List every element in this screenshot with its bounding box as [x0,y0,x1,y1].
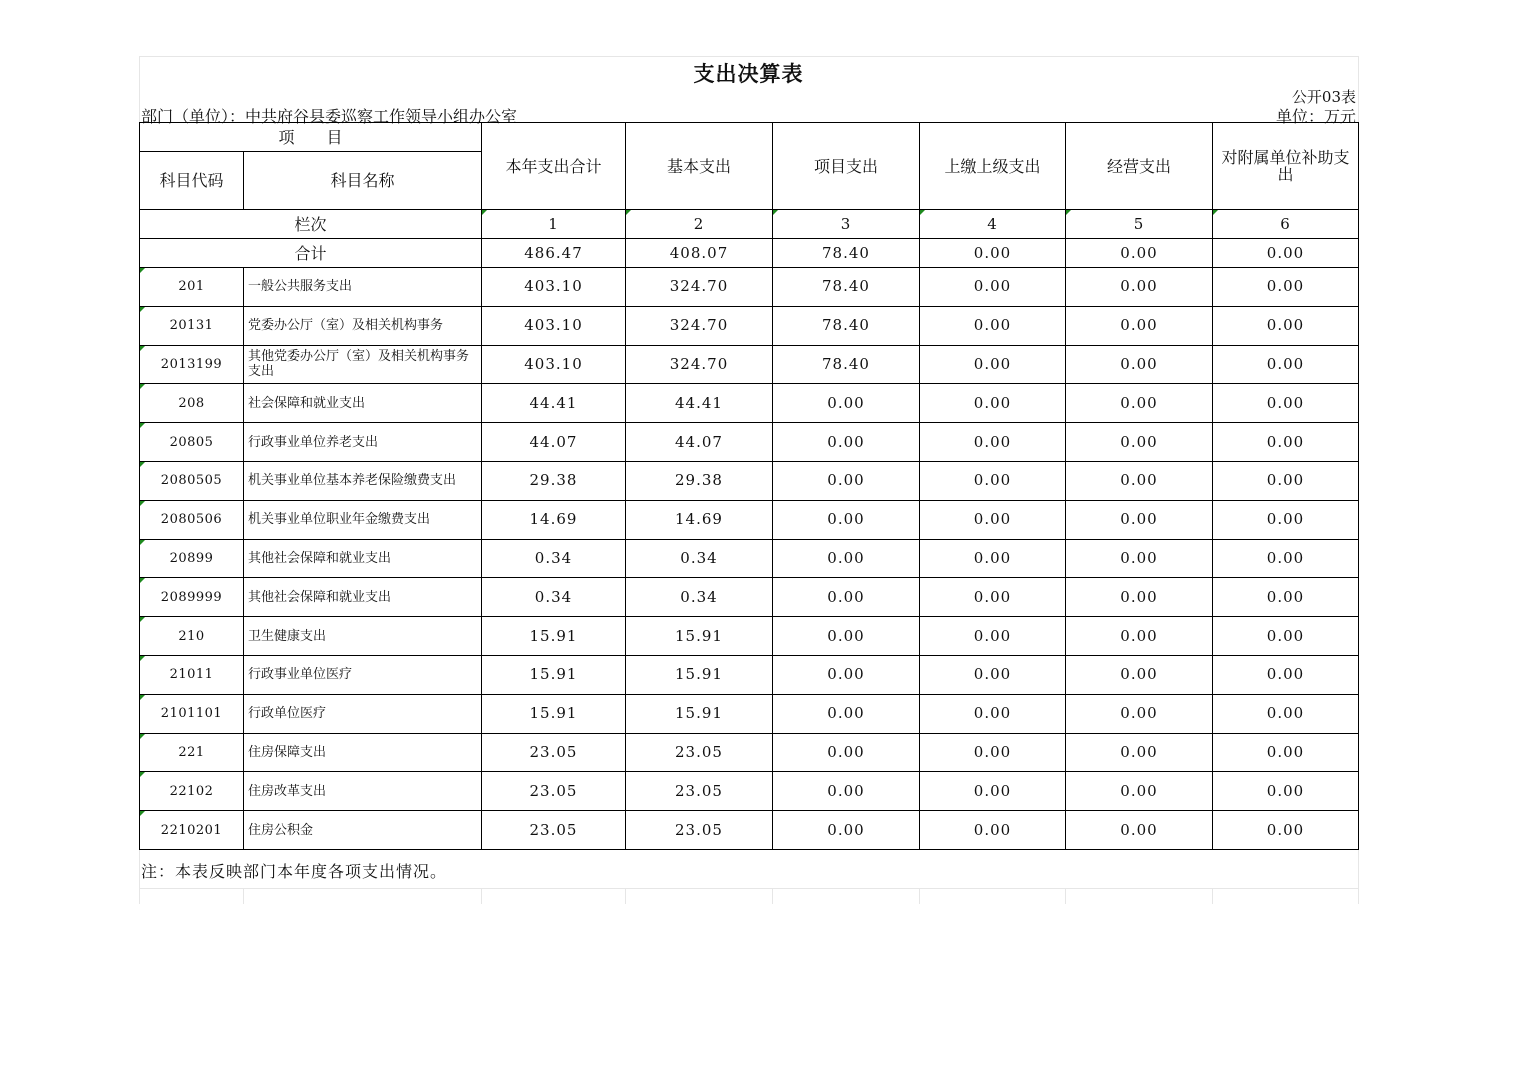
subject-name: 卫生健康支出 [244,617,482,656]
table-row [140,345,1359,384]
amount-cell: 15.91 [626,617,773,656]
amount-cell: 23.05 [482,733,626,772]
amount-cell: 324.70 [626,345,773,384]
amount-cell: 0.00 [1213,539,1359,578]
subject-name: 一般公共服务支出 [244,268,482,307]
subject-code: 210 [140,617,244,656]
table-note: 注：本表反映部门本年度各项支出情况。 [141,862,448,881]
amount-cell: 0.00 [773,500,920,539]
amount-cell: 15.91 [482,655,626,694]
amount-cell: 0.00 [773,461,920,500]
amount-cell: 0.00 [1213,384,1359,423]
subject-code: 201 [140,268,244,307]
subject-name: 社会保障和就业支出 [244,384,482,423]
column-index: 2 [626,210,773,239]
amount-cell: 0.00 [1066,423,1213,462]
amount-cell: 0.00 [1213,811,1359,850]
table-row [140,655,1359,694]
amount-cell: 0.00 [1213,500,1359,539]
amount-cell: 0.00 [773,578,920,617]
amount-cell: 0.00 [1213,694,1359,733]
column-index-label: 栏次 [140,210,482,239]
subject-name: 行政事业单位医疗 [244,655,482,694]
header-basic: 基本支出 [626,123,773,210]
column-index: 3 [773,210,920,239]
amount-cell: 14.69 [626,500,773,539]
amount-cell: 23.05 [482,811,626,850]
subject-code: 20805 [140,423,244,462]
amount-cell: 0.00 [920,694,1066,733]
amount-cell: 0.00 [1066,733,1213,772]
header-code: 科目代码 [140,152,244,210]
table-row [140,811,1359,850]
amount-cell: 0.00 [920,733,1066,772]
sheet-gridline [481,888,482,904]
amount-cell: 0.00 [1213,306,1359,345]
table-row [140,423,1359,462]
sheet-gridline [139,888,1358,889]
header-business: 经营支出 [1066,123,1213,210]
sheet-gridline [625,888,626,904]
amount-cell: 44.07 [626,423,773,462]
sheet-gridline [1358,56,1359,122]
amount-cell: 44.41 [482,384,626,423]
subject-code: 20899 [140,539,244,578]
amount-cell: 0.00 [1213,772,1359,811]
amount-cell: 0.00 [1066,694,1213,733]
amount-cell: 0.00 [920,306,1066,345]
amount-cell: 0.34 [626,539,773,578]
subject-code: 2080505 [140,461,244,500]
total-value: 0.00 [1213,239,1359,268]
amount-cell: 0.00 [773,694,920,733]
amount-cell: 0.00 [920,461,1066,500]
header-total: 本年支出合计 [482,123,626,210]
amount-cell: 324.70 [626,268,773,307]
subject-name: 党委办公厅（室）及相关机构事务 [244,306,482,345]
subject-name: 机关事业单位职业年金缴费支出 [244,500,482,539]
department-label: 部门（单位）：中共府谷县委巡察工作领导小组办公室 [141,107,518,126]
sheet-gridline [1065,888,1066,904]
amount-cell: 29.38 [626,461,773,500]
table-row [140,268,1359,307]
amount-cell: 0.00 [1213,733,1359,772]
amount-cell: 44.41 [626,384,773,423]
amount-cell: 78.40 [773,306,920,345]
amount-cell: 23.05 [626,733,773,772]
sheet-gridline [919,888,920,904]
subject-code: 22102 [140,772,244,811]
table-row [140,539,1359,578]
amount-cell: 14.69 [482,500,626,539]
amount-cell: 15.91 [482,617,626,656]
amount-cell: 403.10 [482,306,626,345]
amount-cell: 0.34 [482,539,626,578]
amount-cell: 0.00 [1066,578,1213,617]
subject-code: 2210201 [140,811,244,850]
column-index: 4 [920,210,1066,239]
subject-name: 其他社会保障和就业支出 [244,578,482,617]
expenditure-table [139,122,1359,850]
unit-label: 单位：万元 [1275,107,1356,126]
table-row [140,617,1359,656]
amount-cell: 0.00 [920,384,1066,423]
total-value: 486.47 [482,239,626,268]
sheet-gridline [243,888,244,904]
subject-name: 住房公积金 [244,811,482,850]
form-number: 公开03表 [1291,88,1356,106]
amount-cell: 0.00 [1066,811,1213,850]
table-row [140,500,1359,539]
total-label: 合计 [140,239,482,268]
amount-cell: 0.00 [773,384,920,423]
amount-cell: 15.91 [626,655,773,694]
total-value: 78.40 [773,239,920,268]
subject-code: 2101101 [140,694,244,733]
sheet-gridline [772,888,773,904]
amount-cell: 0.00 [920,617,1066,656]
amount-cell: 403.10 [482,345,626,384]
amount-cell: 0.00 [1213,617,1359,656]
amount-cell: 0.00 [1213,268,1359,307]
amount-cell: 15.91 [482,694,626,733]
amount-cell: 324.70 [626,306,773,345]
amount-cell: 0.00 [1066,345,1213,384]
amount-cell: 23.05 [626,811,773,850]
table-row [140,384,1359,423]
amount-cell: 78.40 [773,345,920,384]
amount-cell: 0.00 [1066,617,1213,656]
amount-cell: 0.00 [920,772,1066,811]
header-upper: 上缴上级支出 [920,123,1066,210]
amount-cell: 0.00 [773,772,920,811]
amount-cell: 0.00 [1066,500,1213,539]
amount-cell: 29.38 [482,461,626,500]
table-row [140,306,1359,345]
amount-cell: 0.00 [773,811,920,850]
subject-code: 221 [140,733,244,772]
table-row [140,461,1359,500]
subject-name: 其他社会保障和就业支出 [244,539,482,578]
amount-cell: 0.00 [920,423,1066,462]
header-project: 项 目 [140,123,482,152]
total-row [140,239,1359,268]
amount-cell: 0.00 [1213,578,1359,617]
amount-cell: 23.05 [482,772,626,811]
total-value: 408.07 [626,239,773,268]
amount-cell: 0.00 [1213,423,1359,462]
amount-cell: 0.00 [1066,539,1213,578]
amount-cell: 0.00 [773,539,920,578]
subject-name: 住房保障支出 [244,733,482,772]
subject-code: 2080506 [140,500,244,539]
column-index: 6 [1213,210,1359,239]
sheet-gridline [139,848,140,904]
subject-name: 住房改革支出 [244,772,482,811]
amount-cell: 0.00 [773,617,920,656]
header-item: 项目支出 [773,123,920,210]
amount-cell: 0.00 [1213,345,1359,384]
sheet-gridline [1358,848,1359,904]
amount-cell: 0.00 [1066,268,1213,307]
amount-cell: 0.00 [1213,655,1359,694]
table-row [140,578,1359,617]
amount-cell: 0.00 [1066,384,1213,423]
amount-cell: 0.00 [920,500,1066,539]
total-value: 0.00 [920,239,1066,268]
amount-cell: 0.00 [1213,461,1359,500]
amount-cell: 0.00 [920,578,1066,617]
column-index: 5 [1066,210,1213,239]
sheet-gridline [1212,888,1213,904]
amount-cell: 0.00 [920,345,1066,384]
amount-cell: 78.40 [773,268,920,307]
subject-code: 2089999 [140,578,244,617]
amount-cell: 0.00 [920,655,1066,694]
amount-cell: 0.00 [1066,306,1213,345]
header-subsidy: 对附属单位补助支出 [1213,123,1359,210]
subject-code: 2013199 [140,345,244,384]
amount-cell: 0.34 [482,578,626,617]
subject-name: 行政事业单位养老支出 [244,423,482,462]
table-row [140,772,1359,811]
amount-cell: 0.00 [773,655,920,694]
amount-cell: 0.00 [1066,772,1213,811]
amount-cell: 0.34 [626,578,773,617]
subject-code: 208 [140,384,244,423]
table-row [140,733,1359,772]
page-title: 支出决算表 [693,61,804,86]
amount-cell: 0.00 [1066,655,1213,694]
total-value: 0.00 [1066,239,1213,268]
amount-cell: 0.00 [920,539,1066,578]
subject-code: 20131 [140,306,244,345]
subject-code: 21011 [140,655,244,694]
amount-cell: 0.00 [1066,461,1213,500]
amount-cell: 44.07 [482,423,626,462]
subject-name: 其他党委办公厅（室）及相关机构事务支出 [244,345,482,384]
sheet-gridline [139,56,1358,57]
header-name: 科目名称 [244,152,482,210]
amount-cell: 0.00 [920,811,1066,850]
amount-cell: 403.10 [482,268,626,307]
amount-cell: 23.05 [626,772,773,811]
column-index: 1 [482,210,626,239]
table-row [140,694,1359,733]
amount-cell: 15.91 [626,694,773,733]
amount-cell: 0.00 [773,733,920,772]
amount-cell: 0.00 [773,423,920,462]
subject-name: 机关事业单位基本养老保险缴费支出 [244,461,482,500]
subject-name: 行政单位医疗 [244,694,482,733]
amount-cell: 0.00 [920,268,1066,307]
